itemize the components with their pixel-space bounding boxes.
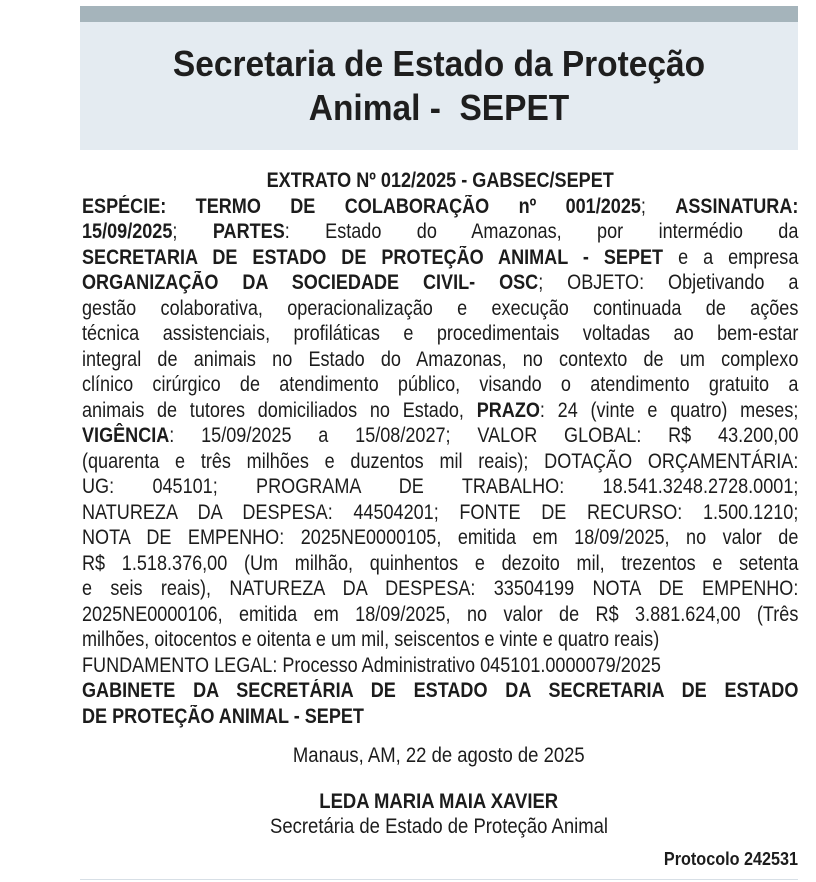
extract-line-text: [82, 423, 798, 449]
text-segment: ; OBJETO: Objetivando a: [538, 271, 799, 294]
extract-line-text: [82, 245, 798, 271]
bold-segment: VIGÊNCIA: [82, 424, 170, 447]
extract-line: [82, 270, 798, 296]
text-segment: gestão colaborativa, operacionalização e execução continuada de ações: [82, 296, 799, 320]
text-segment: ;: [640, 194, 676, 218]
extract-line: [82, 704, 798, 730]
extract-line: [82, 296, 798, 322]
date-text: Manaus, AM, 22 de agosto de 2025: [293, 744, 585, 767]
text-segment: e a empresa: [663, 245, 799, 269]
signer-name-line: [80, 790, 798, 814]
extract-line: [82, 627, 798, 653]
extract-title: EXTRATO Nº 012/2025 - GABSEC/SEPET: [266, 169, 614, 192]
signer-name: LEDA MARIA MAIA XAVIER: [319, 790, 559, 813]
extract-line: [82, 678, 798, 704]
extract-title-line: [82, 168, 798, 194]
header-banner: [80, 22, 798, 150]
extract-line: [82, 245, 798, 271]
extract-line-text: [82, 398, 798, 424]
date-line: [80, 744, 798, 768]
extract-line-text: [82, 576, 798, 602]
extract-line: [82, 602, 798, 628]
signer-role: Secretária de Estado de Proteção Animal: [270, 815, 608, 838]
extract-line-text: [82, 474, 798, 500]
text-segment: (quarenta e três milhões e duzentos mil reais); DOTAÇÃO ORÇAMENTÁRIA:: [82, 449, 799, 473]
extract-line-text: [82, 602, 798, 628]
bold-segment: ORGANIZAÇÃO DA SOCIEDADE CIVIL- OSC: [82, 271, 539, 294]
extract-line: [82, 576, 798, 602]
extract-line: [82, 423, 798, 449]
text-segment: FUNDAMENTO LEGAL: Processo Administrativo 045101.0000079/2025: [82, 653, 661, 677]
protocol-number: [649, 849, 798, 870]
extract-line: [82, 525, 798, 551]
extract-line-text: [82, 449, 798, 475]
extract-body: [82, 168, 798, 729]
bold-segment: PARTES: [212, 220, 285, 243]
extract-line-text: [82, 270, 798, 296]
bold-segment: 15/09/2025: [82, 220, 173, 243]
text-segment: clínico cirúrgico de atendimento público, visando o atendimento gratuito a: [82, 373, 799, 396]
text-segment: NATUREZA DA DESPESA: 44504201; FONTE DE RECURSO: 1.500.1210;: [82, 500, 799, 524]
text-segment: milhões, oitocentos e oitenta e um mil, seiscentos e vinte e quatro reais): [82, 628, 660, 651]
extract-line-text: [82, 194, 798, 220]
text-segment: ;: [172, 220, 213, 243]
text-segment: animais de tutores domiciliados no Estado,: [82, 398, 477, 422]
bold-segment: GABINETE DA SECRETÁRIA DE ESTADO DA SECRETARIA DE ESTADO: [82, 679, 799, 702]
extract-line-text: [82, 321, 798, 347]
extract-line-text: [82, 525, 798, 551]
extract-line-text: [82, 678, 798, 704]
text-segment: : Estado do Amazonas, por intermédio da: [284, 220, 799, 243]
extract-line-text: [82, 551, 798, 577]
extract-line: [82, 194, 798, 220]
extract-line: [82, 551, 798, 577]
extract-line-text: [82, 347, 798, 373]
extract-line: [82, 653, 798, 679]
extract-line-text: [82, 219, 798, 245]
page-title-line-1: Secretaria de Estado da Proteção: [172, 43, 706, 84]
protocol-text: Protocolo 242531: [663, 849, 798, 869]
text-segment: R$ 1.518.376,00 (Um milhão, quinhentos e dezoito mil, trezentos e setenta: [82, 551, 799, 575]
text-segment: técnica assistenciais, profiláticas e procedimentais voltadas ao bem-estar: [82, 322, 799, 345]
bold-segment: ESPÉCIE: TERMO DE COLABORAÇÃO nº 001/2025: [82, 194, 641, 218]
text-segment: UG: 045101; PROGRAMA DE TRABALHO: 18.541.3248.2728.0001;: [82, 475, 799, 498]
extract-line-text: [82, 653, 798, 679]
extract-line-text: [82, 500, 798, 526]
extract-line-text: [82, 372, 798, 398]
bottom-divider: [80, 879, 798, 880]
extract-line-text: [82, 627, 798, 653]
text-segment: integral de animais no Estado do Amazonas, no contexto de um complexo: [82, 347, 799, 371]
text-segment: NOTA DE EMPENHO: 2025NE0000105, emitida em 18/09/2025, no valor de: [82, 526, 799, 549]
text-segment: : 15/09/2025 a 15/08/2027; VALOR GLOBAL: R$ 43.200,00: [169, 424, 799, 447]
page-title-line-2: Animal - SEPET: [308, 87, 570, 128]
extract-line-text: [82, 704, 798, 730]
extract-line-text: [82, 296, 798, 322]
extract-line: [82, 398, 798, 424]
extract-line: [82, 500, 798, 526]
extract-line: [82, 321, 798, 347]
extract-line: [82, 449, 798, 475]
header-top-bar: [80, 6, 798, 22]
extract-line: [82, 474, 798, 500]
page-title: [80, 42, 798, 130]
text-segment: e seis reais), NATUREZA DA DESPESA: 33504199 NOTA DE EMPENHO:: [82, 577, 799, 600]
text-segment: 2025NE0000106, emitida em 18/09/2025, no valor de R$ 3.881.624,00 (Três: [82, 602, 799, 626]
bold-segment: ASSINATURA:: [675, 194, 799, 218]
signer-role-line: [80, 815, 798, 839]
extract-line: [82, 347, 798, 373]
bold-segment: PRAZO: [476, 398, 540, 422]
extract-line: [82, 219, 798, 245]
bold-segment: SECRETARIA DE ESTADO DE PROTEÇÃO ANIMAL - SEPET: [82, 245, 664, 269]
extract-line: [82, 372, 798, 398]
bold-segment: DE PROTEÇÃO ANIMAL - SEPET: [82, 704, 364, 728]
text-segment: : 24 (vinte e quatro) meses;: [539, 398, 799, 422]
